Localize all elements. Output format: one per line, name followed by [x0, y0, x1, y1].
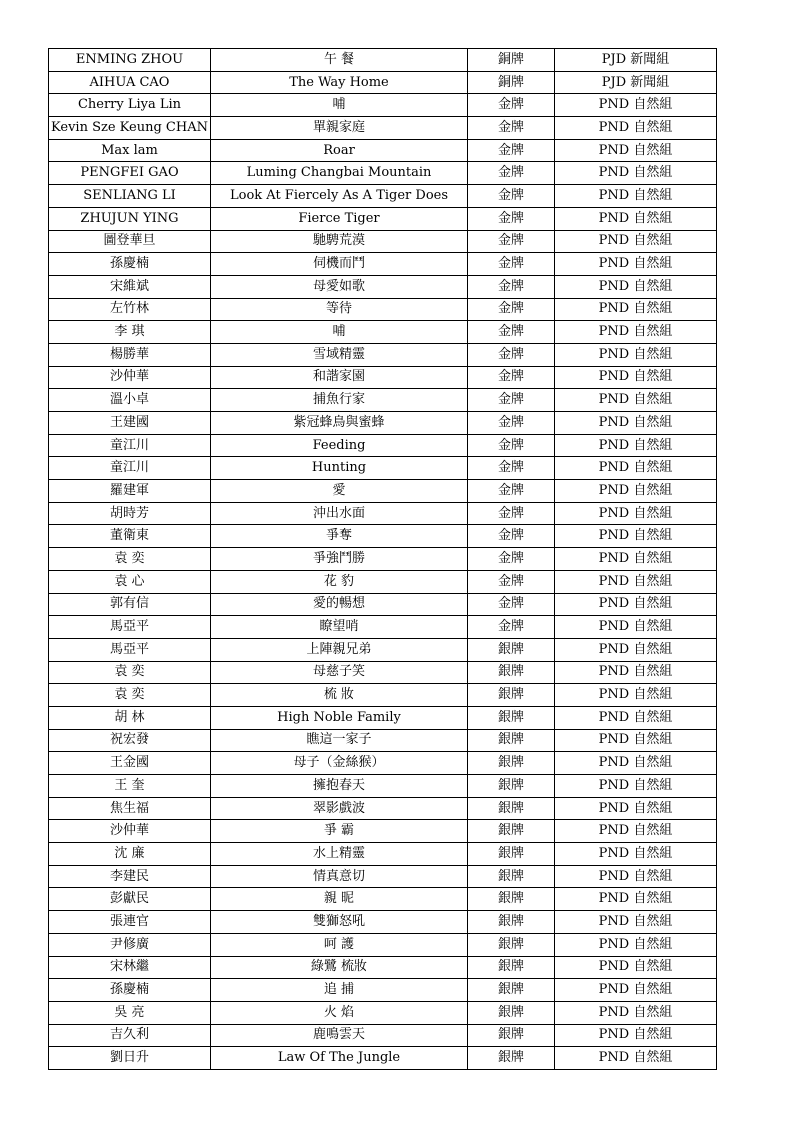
- table-row: [49, 684, 717, 707]
- table-row: [49, 616, 717, 639]
- photographer-cell: 宋維斌: [49, 275, 211, 298]
- work-title-cell: 午 餐: [211, 49, 468, 72]
- work-title-cell: 爭 霸: [211, 820, 468, 843]
- work-title-cell: 瞭望哨: [211, 616, 468, 639]
- award-cell: 金牌: [468, 343, 555, 366]
- table-row: [49, 117, 717, 140]
- award-cell: 銀牌: [468, 911, 555, 934]
- table-row: [49, 185, 717, 208]
- category-cell: PND 自然組: [555, 275, 717, 298]
- work-title-cell: 水上精靈: [211, 843, 468, 866]
- table-row: [49, 253, 717, 276]
- category-cell: PJD 新聞組: [555, 49, 717, 72]
- table-row: [49, 298, 717, 321]
- work-title-cell: 愛: [211, 480, 468, 503]
- category-cell: PND 自然組: [555, 1001, 717, 1024]
- award-cell: 金牌: [468, 502, 555, 525]
- photographer-cell: 宋林繼: [49, 956, 211, 979]
- photographer-cell: 孫慶楠: [49, 979, 211, 1002]
- work-title-cell: Hunting: [211, 457, 468, 480]
- award-cell: 銀牌: [468, 1001, 555, 1024]
- category-cell: PND 自然組: [555, 548, 717, 571]
- table-row: [49, 207, 717, 230]
- photographer-cell: 童江川: [49, 434, 211, 457]
- work-title-cell: The Way Home: [211, 71, 468, 94]
- work-title-cell: 瞧這一家子: [211, 729, 468, 752]
- award-cell: 銀牌: [468, 752, 555, 775]
- category-cell: PND 自然組: [555, 933, 717, 956]
- photographer-cell: 劉日升: [49, 1047, 211, 1070]
- award-cell: 銀牌: [468, 888, 555, 911]
- work-title-cell: 雪域精靈: [211, 343, 468, 366]
- work-title-cell: Law Of The Jungle: [211, 1047, 468, 1070]
- table-row: [49, 729, 717, 752]
- work-title-cell: 紫冠蜂鳥與蜜蜂: [211, 412, 468, 435]
- award-cell: 銀牌: [468, 843, 555, 866]
- category-cell: PND 自然組: [555, 298, 717, 321]
- category-cell: PND 自然組: [555, 797, 717, 820]
- table-row: [49, 162, 717, 185]
- table-row: [49, 1024, 717, 1047]
- award-cell: 銀牌: [468, 638, 555, 661]
- photographer-cell: 李 琪: [49, 321, 211, 344]
- table-row: [49, 1001, 717, 1024]
- photographer-cell: ENMING ZHOU: [49, 49, 211, 72]
- table-row: [49, 366, 717, 389]
- photographer-cell: 吉久利: [49, 1024, 211, 1047]
- category-cell: PND 自然組: [555, 888, 717, 911]
- table-row: [49, 661, 717, 684]
- awards-table: [48, 48, 717, 1070]
- work-title-cell: 呵 護: [211, 933, 468, 956]
- category-cell: PND 自然組: [555, 412, 717, 435]
- photographer-cell: 左竹林: [49, 298, 211, 321]
- photographer-cell: 袁 奕: [49, 661, 211, 684]
- photographer-cell: 童江川: [49, 457, 211, 480]
- award-cell: 金牌: [468, 253, 555, 276]
- category-cell: PND 自然組: [555, 865, 717, 888]
- table-row: [49, 797, 717, 820]
- award-cell: 金牌: [468, 117, 555, 140]
- award-cell: 金牌: [468, 548, 555, 571]
- table-row: [49, 525, 717, 548]
- category-cell: PND 自然組: [555, 638, 717, 661]
- work-title-cell: 伺機而鬥: [211, 253, 468, 276]
- work-title-cell: Roar: [211, 139, 468, 162]
- table-row: [49, 71, 717, 94]
- work-title-cell: 母子（金絲猴）: [211, 752, 468, 775]
- table-row: [49, 843, 717, 866]
- category-cell: PND 自然組: [555, 343, 717, 366]
- award-cell: 金牌: [468, 275, 555, 298]
- photographer-cell: 馬亞平: [49, 638, 211, 661]
- photographer-cell: 王建國: [49, 412, 211, 435]
- category-cell: PND 自然組: [555, 366, 717, 389]
- work-title-cell: Luming Changbai Mountain: [211, 162, 468, 185]
- photographer-cell: 王 奎: [49, 775, 211, 798]
- photographer-cell: Max lam: [49, 139, 211, 162]
- photographer-cell: ZHUJUN YING: [49, 207, 211, 230]
- category-cell: PND 自然組: [555, 253, 717, 276]
- table-row: [49, 389, 717, 412]
- category-cell: PND 自然組: [555, 729, 717, 752]
- category-cell: PND 自然組: [555, 752, 717, 775]
- work-title-cell: 單親家庭: [211, 117, 468, 140]
- work-title-cell: Feeding: [211, 434, 468, 457]
- work-title-cell: 上陣親兄弟: [211, 638, 468, 661]
- award-cell: 金牌: [468, 616, 555, 639]
- photographer-cell: 沙仲華: [49, 366, 211, 389]
- work-title-cell: 母慈子笑: [211, 661, 468, 684]
- awards-table-body: [49, 49, 717, 1070]
- work-title-cell: 爭奪: [211, 525, 468, 548]
- table-row: [49, 775, 717, 798]
- work-title-cell: 花 豹: [211, 570, 468, 593]
- award-cell: 金牌: [468, 525, 555, 548]
- category-cell: PND 自然組: [555, 684, 717, 707]
- award-cell: 銀牌: [468, 706, 555, 729]
- award-cell: 金牌: [468, 207, 555, 230]
- work-title-cell: 梳 妝: [211, 684, 468, 707]
- work-title-cell: 沖出水面: [211, 502, 468, 525]
- table-row: [49, 1047, 717, 1070]
- table-row: [49, 343, 717, 366]
- table-row: [49, 865, 717, 888]
- photographer-cell: 沈 廉: [49, 843, 211, 866]
- work-title-cell: 雙獅怒吼: [211, 911, 468, 934]
- work-title-cell: Fierce Tiger: [211, 207, 468, 230]
- award-cell: 金牌: [468, 298, 555, 321]
- category-cell: PND 自然組: [555, 139, 717, 162]
- photographer-cell: 王金國: [49, 752, 211, 775]
- table-row: [49, 321, 717, 344]
- category-cell: PND 自然組: [555, 525, 717, 548]
- award-cell: 銀牌: [468, 865, 555, 888]
- table-row: [49, 457, 717, 480]
- work-title-cell: 火 焰: [211, 1001, 468, 1024]
- table-row: [49, 94, 717, 117]
- work-title-cell: 擁抱春天: [211, 775, 468, 798]
- photographer-cell: 圖登華旦: [49, 230, 211, 253]
- work-title-cell: 情真意切: [211, 865, 468, 888]
- table-row: [49, 502, 717, 525]
- award-cell: 金牌: [468, 570, 555, 593]
- category-cell: PND 自然組: [555, 911, 717, 934]
- category-cell: PND 自然組: [555, 321, 717, 344]
- photographer-cell: 馬亞平: [49, 616, 211, 639]
- work-title-cell: 等待: [211, 298, 468, 321]
- work-title-cell: 馳騁荒漠: [211, 230, 468, 253]
- award-cell: 銀牌: [468, 1047, 555, 1070]
- table-row: [49, 979, 717, 1002]
- category-cell: PND 自然組: [555, 593, 717, 616]
- award-cell: 金牌: [468, 480, 555, 503]
- category-cell: PND 自然組: [555, 1047, 717, 1070]
- photographer-cell: 袁 奕: [49, 684, 211, 707]
- award-cell: 銀牌: [468, 775, 555, 798]
- table-row: [49, 412, 717, 435]
- work-title-cell: 親 昵: [211, 888, 468, 911]
- table-row: [49, 911, 717, 934]
- photographer-cell: PENGFEI GAO: [49, 162, 211, 185]
- table-row: [49, 548, 717, 571]
- table-row: [49, 820, 717, 843]
- work-title-cell: 綠鷺 梳妝: [211, 956, 468, 979]
- table-row: [49, 933, 717, 956]
- table-row: [49, 139, 717, 162]
- photographer-cell: 李建民: [49, 865, 211, 888]
- photographer-cell: 郭有信: [49, 593, 211, 616]
- photographer-cell: 袁 心: [49, 570, 211, 593]
- photographer-cell: 張連官: [49, 911, 211, 934]
- award-cell: 銀牌: [468, 933, 555, 956]
- photographer-cell: 胡時芳: [49, 502, 211, 525]
- photographer-cell: 羅建軍: [49, 480, 211, 503]
- table-row: [49, 956, 717, 979]
- photographer-cell: 祝宏發: [49, 729, 211, 752]
- category-cell: PND 自然組: [555, 185, 717, 208]
- category-cell: PND 自然組: [555, 956, 717, 979]
- table-row: [49, 434, 717, 457]
- work-title-cell: High Noble Family: [211, 706, 468, 729]
- category-cell: PND 自然組: [555, 570, 717, 593]
- category-cell: PND 自然組: [555, 480, 717, 503]
- photographer-cell: 尹修廣: [49, 933, 211, 956]
- category-cell: PND 自然組: [555, 117, 717, 140]
- table-row: [49, 888, 717, 911]
- photographer-cell: 胡 林: [49, 706, 211, 729]
- award-cell: 金牌: [468, 457, 555, 480]
- category-cell: PND 自然組: [555, 389, 717, 412]
- category-cell: PND 自然組: [555, 207, 717, 230]
- table-row: [49, 230, 717, 253]
- work-title-cell: 母愛如歌: [211, 275, 468, 298]
- category-cell: PJD 新聞組: [555, 71, 717, 94]
- photographer-cell: 孫慶楠: [49, 253, 211, 276]
- category-cell: PND 自然組: [555, 162, 717, 185]
- award-cell: 金牌: [468, 366, 555, 389]
- award-cell: 金牌: [468, 230, 555, 253]
- work-title-cell: 和諧家園: [211, 366, 468, 389]
- category-cell: PND 自然組: [555, 661, 717, 684]
- category-cell: PND 自然組: [555, 434, 717, 457]
- award-cell: 銀牌: [468, 661, 555, 684]
- award-cell: 金牌: [468, 434, 555, 457]
- photographer-cell: 溫小卓: [49, 389, 211, 412]
- photographer-cell: 袁 奕: [49, 548, 211, 571]
- photographer-cell: 彭獻民: [49, 888, 211, 911]
- work-title-cell: 翠影戲波: [211, 797, 468, 820]
- table-row: [49, 706, 717, 729]
- category-cell: PND 自然組: [555, 1024, 717, 1047]
- work-title-cell: Look At Fiercely As A Tiger Does: [211, 185, 468, 208]
- award-cell: 銅牌: [468, 49, 555, 72]
- award-cell: 銀牌: [468, 1024, 555, 1047]
- award-cell: 金牌: [468, 139, 555, 162]
- category-cell: PND 自然組: [555, 502, 717, 525]
- award-cell: 金牌: [468, 389, 555, 412]
- category-cell: PND 自然組: [555, 843, 717, 866]
- award-cell: 金牌: [468, 593, 555, 616]
- photographer-cell: Kevin Sze Keung CHAN: [49, 117, 211, 140]
- award-cell: 金牌: [468, 412, 555, 435]
- photographer-cell: 董衛東: [49, 525, 211, 548]
- category-cell: PND 自然組: [555, 706, 717, 729]
- table-row: [49, 638, 717, 661]
- table-row: [49, 49, 717, 72]
- photographer-cell: Cherry Liya Lin: [49, 94, 211, 117]
- photographer-cell: AIHUA CAO: [49, 71, 211, 94]
- award-cell: 金牌: [468, 185, 555, 208]
- photographer-cell: 沙仲華: [49, 820, 211, 843]
- table-row: [49, 593, 717, 616]
- table-row: [49, 275, 717, 298]
- table-row: [49, 570, 717, 593]
- award-cell: 銀牌: [468, 684, 555, 707]
- photographer-cell: 焦生福: [49, 797, 211, 820]
- award-cell: 金牌: [468, 321, 555, 344]
- work-title-cell: 愛的暢想: [211, 593, 468, 616]
- work-title-cell: 鹿鳴雲天: [211, 1024, 468, 1047]
- category-cell: PND 自然組: [555, 94, 717, 117]
- work-title-cell: 捕魚行家: [211, 389, 468, 412]
- work-title-cell: 追 捕: [211, 979, 468, 1002]
- category-cell: PND 自然組: [555, 230, 717, 253]
- category-cell: PND 自然組: [555, 457, 717, 480]
- work-title-cell: 哺: [211, 321, 468, 344]
- award-cell: 銀牌: [468, 729, 555, 752]
- photographer-cell: SENLIANG LI: [49, 185, 211, 208]
- photographer-cell: 楊勝華: [49, 343, 211, 366]
- award-cell: 銅牌: [468, 71, 555, 94]
- photographer-cell: 吳 亮: [49, 1001, 211, 1024]
- award-cell: 銀牌: [468, 956, 555, 979]
- category-cell: PND 自然組: [555, 820, 717, 843]
- award-cell: 銀牌: [468, 797, 555, 820]
- category-cell: PND 自然組: [555, 775, 717, 798]
- table-row: [49, 480, 717, 503]
- award-cell: 金牌: [468, 94, 555, 117]
- award-cell: 銀牌: [468, 820, 555, 843]
- category-cell: PND 自然組: [555, 979, 717, 1002]
- award-cell: 銀牌: [468, 979, 555, 1002]
- award-cell: 金牌: [468, 162, 555, 185]
- category-cell: PND 自然組: [555, 616, 717, 639]
- table-row: [49, 752, 717, 775]
- work-title-cell: 哺: [211, 94, 468, 117]
- work-title-cell: 爭強鬥勝: [211, 548, 468, 571]
